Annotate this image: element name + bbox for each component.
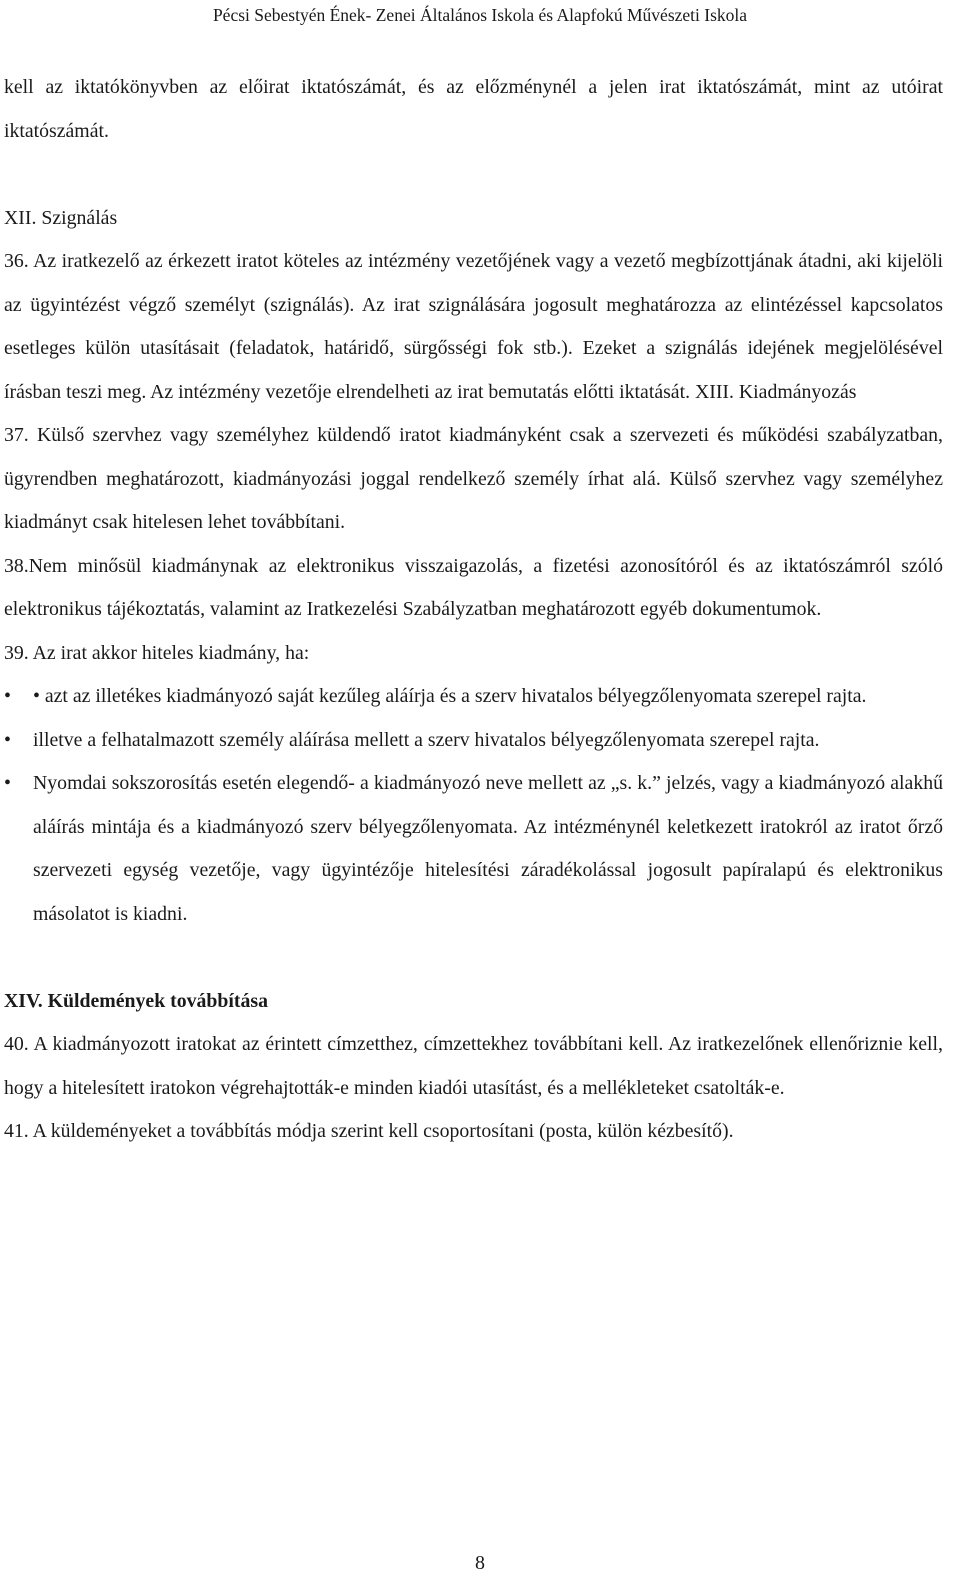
list-item-text: • azt az illetékes kiadmányozó saját kezűleg aláírja és a szerv hivatalos bélyegzőlenyomata szerepel rajta. [33,685,867,707]
page-number: 8 [475,1552,485,1574]
list-item [4,762,943,936]
list-item [4,675,943,719]
paragraph-41: 41. A küldeményeket a továbbítás módja szerint kell csoportosítani (posta, külön kézbesítő). [4,1120,734,1142]
paragraph-36: 36. Az iratkezelő az érkezett iratot köteles az intézmény vezetőjének vagy a vezető megbízottjának átadni, aki kijelöli az ügyintézést végző személyt (szignálás). Az irat szignálására jogosult meghatározza az elintézéssel kapcsolatos esetleges külön utasításait (feladatok, határidő, sürgősségi fok stb.). Ezeket a szignálás idejének megjelölésével írásban teszi meg. Az intézmény vezetője elrendelheti az irat bemutatás előtti iktatását. XIII. Kiadmányozás [4,250,943,403]
intro-paragraph: kell az iktatókönyvben az előirat iktatószámát, és az előzménynél a jelen irat iktatószámát, mint az utóirat iktatószámát. [4,76,943,142]
section-title-kuldemenyek: XIV. Küldemények továbbítása [4,989,268,1012]
bullet-marker: • [4,772,11,794]
bullet-marker: • [4,685,11,707]
section-title-szignalas: XII. Szignálás [4,206,118,229]
spacer [4,936,943,980]
paragraph-38: 38.Nem minősül kiadmánynak az elektronikus visszaigazolás, a fizetési azonosítóról és az iktatószámról szóló elektronikus tájékoztatás, valamint az Iratkezelési Szabályzatban meghatározott egyéb dokumentumok. [4,554,943,620]
bullet-marker: • [4,728,11,751]
paragraph-40: 40. A kiadmányozott iratokat az érintett címzetthez, címzettekhez továbbítani kell. Az iratkezelőnek ellenőriznie kell, hogy a hitelesített iratokon végrehajtották-e minden kiadói utasítást, és a mellékleteket csatolták-e. [4,1033,943,1099]
page-header: Pécsi Sebestyén Ének- Zenei Általános Iskola és Alapfokú Művészeti Iskola [212,5,748,25]
list-item-text: illetve a felhatalmazott személy aláírása mellett a szerv hivatalos bélyegzőlenyomata szerepel rajta. [33,728,820,751]
paragraph-39: 39. Az irat akkor hiteles kiadmány, ha: [4,641,310,664]
paragraph-37: 37. Külső szervhez vagy személyhez küldendő iratot kiadmányként csak a szervezeti és működési szabályzatban, ügyrendben meghatározott, kiadmányozási joggal rendelkező személy írhat alá. Külső szervhez vagy személyhez kiadmányt csak hitelesen lehet továbbítani. [4,424,943,533]
spacer [4,153,943,197]
list-item-text: Nyomdai sokszorosítás esetén elegendő- a kiadmányozó neve mellett az „s. k.” jelzés, vagy a kiadmányozó alakhű aláírás mintája és a kiadmányozó szerv bélyegzőlenyomata. Az intézménynél keletkezett iratokról az iratot őrző szervezeti egység vezetője, vagy ügyintézője hitelesítési záradékolással jogosult papíralapú és elektronikus másolatot is kiadni. [33,772,943,925]
document-body [4,66,943,1154]
list-item [4,719,943,763]
